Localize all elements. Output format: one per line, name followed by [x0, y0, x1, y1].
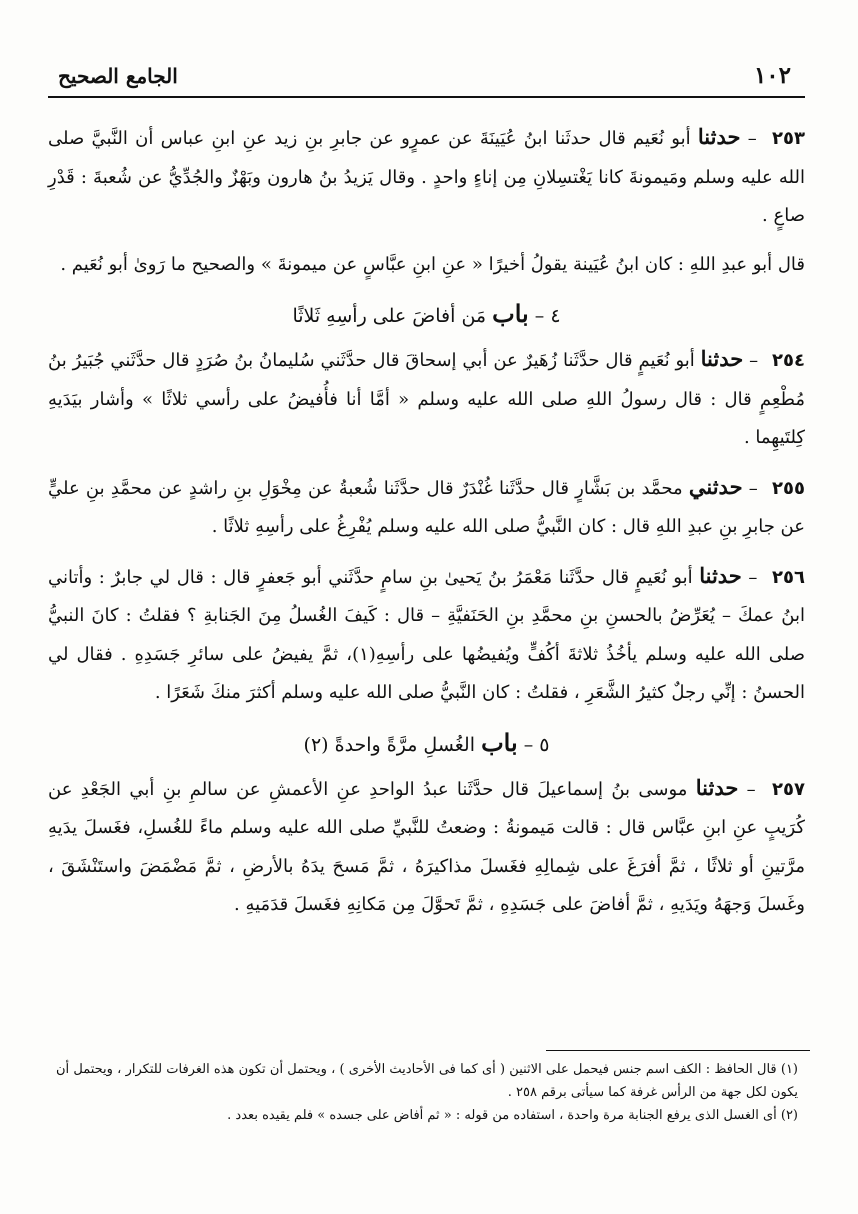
chapter-heading-4: [48, 294, 805, 336]
dash: –: [748, 566, 758, 588]
footnote-2: (٢) أى الغسل الذى يرفع الجنابة مرة واحدة ، استفاده من قوله : « ثم أفاض على جسده » فلم يقيده بعدد .: [227, 1108, 798, 1123]
chapter-bab: باب: [492, 299, 529, 328]
chapter-bab: باب: [481, 727, 518, 757]
dash: –: [748, 477, 758, 499]
chapter-title: مَن أفاضَ على رأسِهِ ثَلاثًا: [292, 305, 487, 327]
hadith-number: ٢٥٦: [772, 566, 805, 588]
dash: –: [747, 128, 757, 149]
footnotes: [56, 1058, 798, 1127]
hadith-text: موسى بنُ إسماعيلَ قال حدَّثَنا عبدُ الواحدِ عنِ الأعمشِ عن سالمِ بنِ أبي الجَعْدِ عن كُرَيبٍ عنِ ابنِ عبَّاس قال : قالت مَيمونةُ : وضعتُ للنَّبيِّ صلى الله عليه وسلم ماءً للغُسلِ، فغَسلَ يدَيهِ مرَّتينِ أو ثلاثًا ، ثمَّ أفرَغَ على شِمالِهِ فغَسلَ مذاكيرَهُ ، ثمَّ مَسحَ يدَهُ بالأرضِ ، ثمَّ مَضْمَضَ واستَنْشَقَ ، وغَسلَ وَجهَهُ ويَدَيهِ ، ثمَّ أفاضَ على جَسَدِهِ ، ثمَّ تَحوَّلَ مِن مَكانِهِ فغَسلَ قدَمَيهِ .: [48, 778, 805, 915]
chapter-number: ٥ –: [523, 733, 550, 756]
chapter-title: الغُسلِ مرَّةً واحدةً (٢): [303, 733, 476, 756]
hadith-keyword: حدثني: [688, 473, 743, 499]
running-title: الجامع الصحيح: [58, 64, 178, 88]
chapter-number: ٤ –: [534, 305, 561, 327]
hadith-257: [48, 769, 805, 925]
hadith-254: [48, 340, 805, 458]
hadith-keyword: حدثنا: [700, 346, 744, 371]
hadith-255: [48, 468, 805, 547]
main-text: [48, 118, 805, 935]
hadith-number: ٢٥٣: [772, 128, 805, 149]
hadith-256: [48, 557, 805, 713]
hadith-text: أبو نُعَيمٍ قال حدَّثَنا زُهَيرٌ عن أبي إسحاقَ قال حدَّثَني سُليمانُ بنُ صُرَدٍ قال حدَّثَني جُبَيرُ بنُ مُطْعِمٍ قال : قال رسولُ اللهِ صلى الله عليه وسلم « أمَّا أنا فأُفيضُ على رأسي ثلاثًا » وأشار بيَدَيهِ كِلتَيهِما .: [48, 350, 806, 448]
hadith-text: أبو نُعَيم قال حدثَنا ابنُ عُيَينَةَ عن عمرٍو عن جابرِ بنِ زيد عنِ ابنِ عباس أن النَّبيَّ صلى الله عليه وسلم ومَيمونةَ كانا يَغْتسِلانِ مِن إناءٍ واحدٍ . وقال يَزيدُ بنُ هارون وبَهْزٌ والجُدِّيُّ عن شُعبةَ : قَدْرِ صاعٍ .: [48, 128, 805, 226]
hadith-number: ٢٥٧: [772, 778, 805, 800]
hadith-253: [48, 118, 805, 236]
dash: –: [746, 778, 756, 800]
dash: –: [749, 350, 759, 371]
hadith-keyword: حدثنا: [697, 124, 741, 149]
chapter-heading-5: [48, 723, 805, 765]
page-header: [48, 56, 805, 98]
remark-253: [48, 246, 805, 285]
hadith-number: ٢٥٤: [771, 350, 805, 371]
footnote-1: (١) قال الحافظ : الكف اسم جنس فيحمل على الاثنين ( أى كما فى الأحاديث الأخرى ) ، ويحتمل أن تكون هذه الغرفات للتكرار ، ويحتمل أن يكون لكل جهة من الرأس غرفة كما سيأتى برقم ٢٥٨ .: [56, 1062, 798, 1100]
hadith-text: أبو نُعَيمٍ قال حدَّثَنا مَعْمَرُ بنُ يَحيىٰ بنِ سامٍ حدَّثَني أبو جَعفرٍ قال : قال لي جابرٌ : وأتاني ابنُ عمكَ – يُعَرِّضُ بالحسنِ بنِ محمَّدِ بنِ الحَنَفيَّةِ – قال : كَيفَ الغُسلُ مِنَ الجَنابةِ ؟ فقلتُ : كانَ النبيُّ صلى الله عليه وسلم يأخُذُ ثلاثةَ أكُفٍّ ويُفيضُها على رأسِهِ(١)، ثمَّ يفيضُ على سائرِ جَسَدِهِ . فقال لي الحسنُ : إنِّي رجلٌ كثيرُ الشَّعَرِ ، فقلتُ : كان النَّبيُّ صلى الله عليه وسلم أكثرَ منكَ شَعَرًا .: [48, 566, 805, 703]
remark-text: قال أبو عبدِ اللهِ : كان ابنُ عُيَينة يقولُ أخيرًا « عنِ ابنِ عبَّاسٍ عن ميمونةَ » والصحيح ما رَوىٰ أبو نُعَيم .: [60, 253, 805, 275]
hadith-keyword: حدثنا: [699, 562, 742, 588]
hadith-text: محمَّد بن بَشَّارٍ قال حدَّثَنا غُنْدَرٌ قال حدَّثَنا شُعبةُ عن مِخْوَلِ بنِ راشدٍ عن محمَّدِ بنِ عليٍّ عن جابرِ بنِ عبدِ اللهِ قال : كان النَّبيُّ صلى الله عليه وسلم يُفْرِغُ على رأسِهِ ثلاثًا .: [48, 477, 805, 537]
hadith-number: ٢٥٥: [772, 477, 805, 499]
page-number: ١٠٢: [753, 62, 791, 89]
hadith-keyword: حدثنا: [695, 774, 739, 800]
footnote-divider: [546, 1050, 810, 1051]
